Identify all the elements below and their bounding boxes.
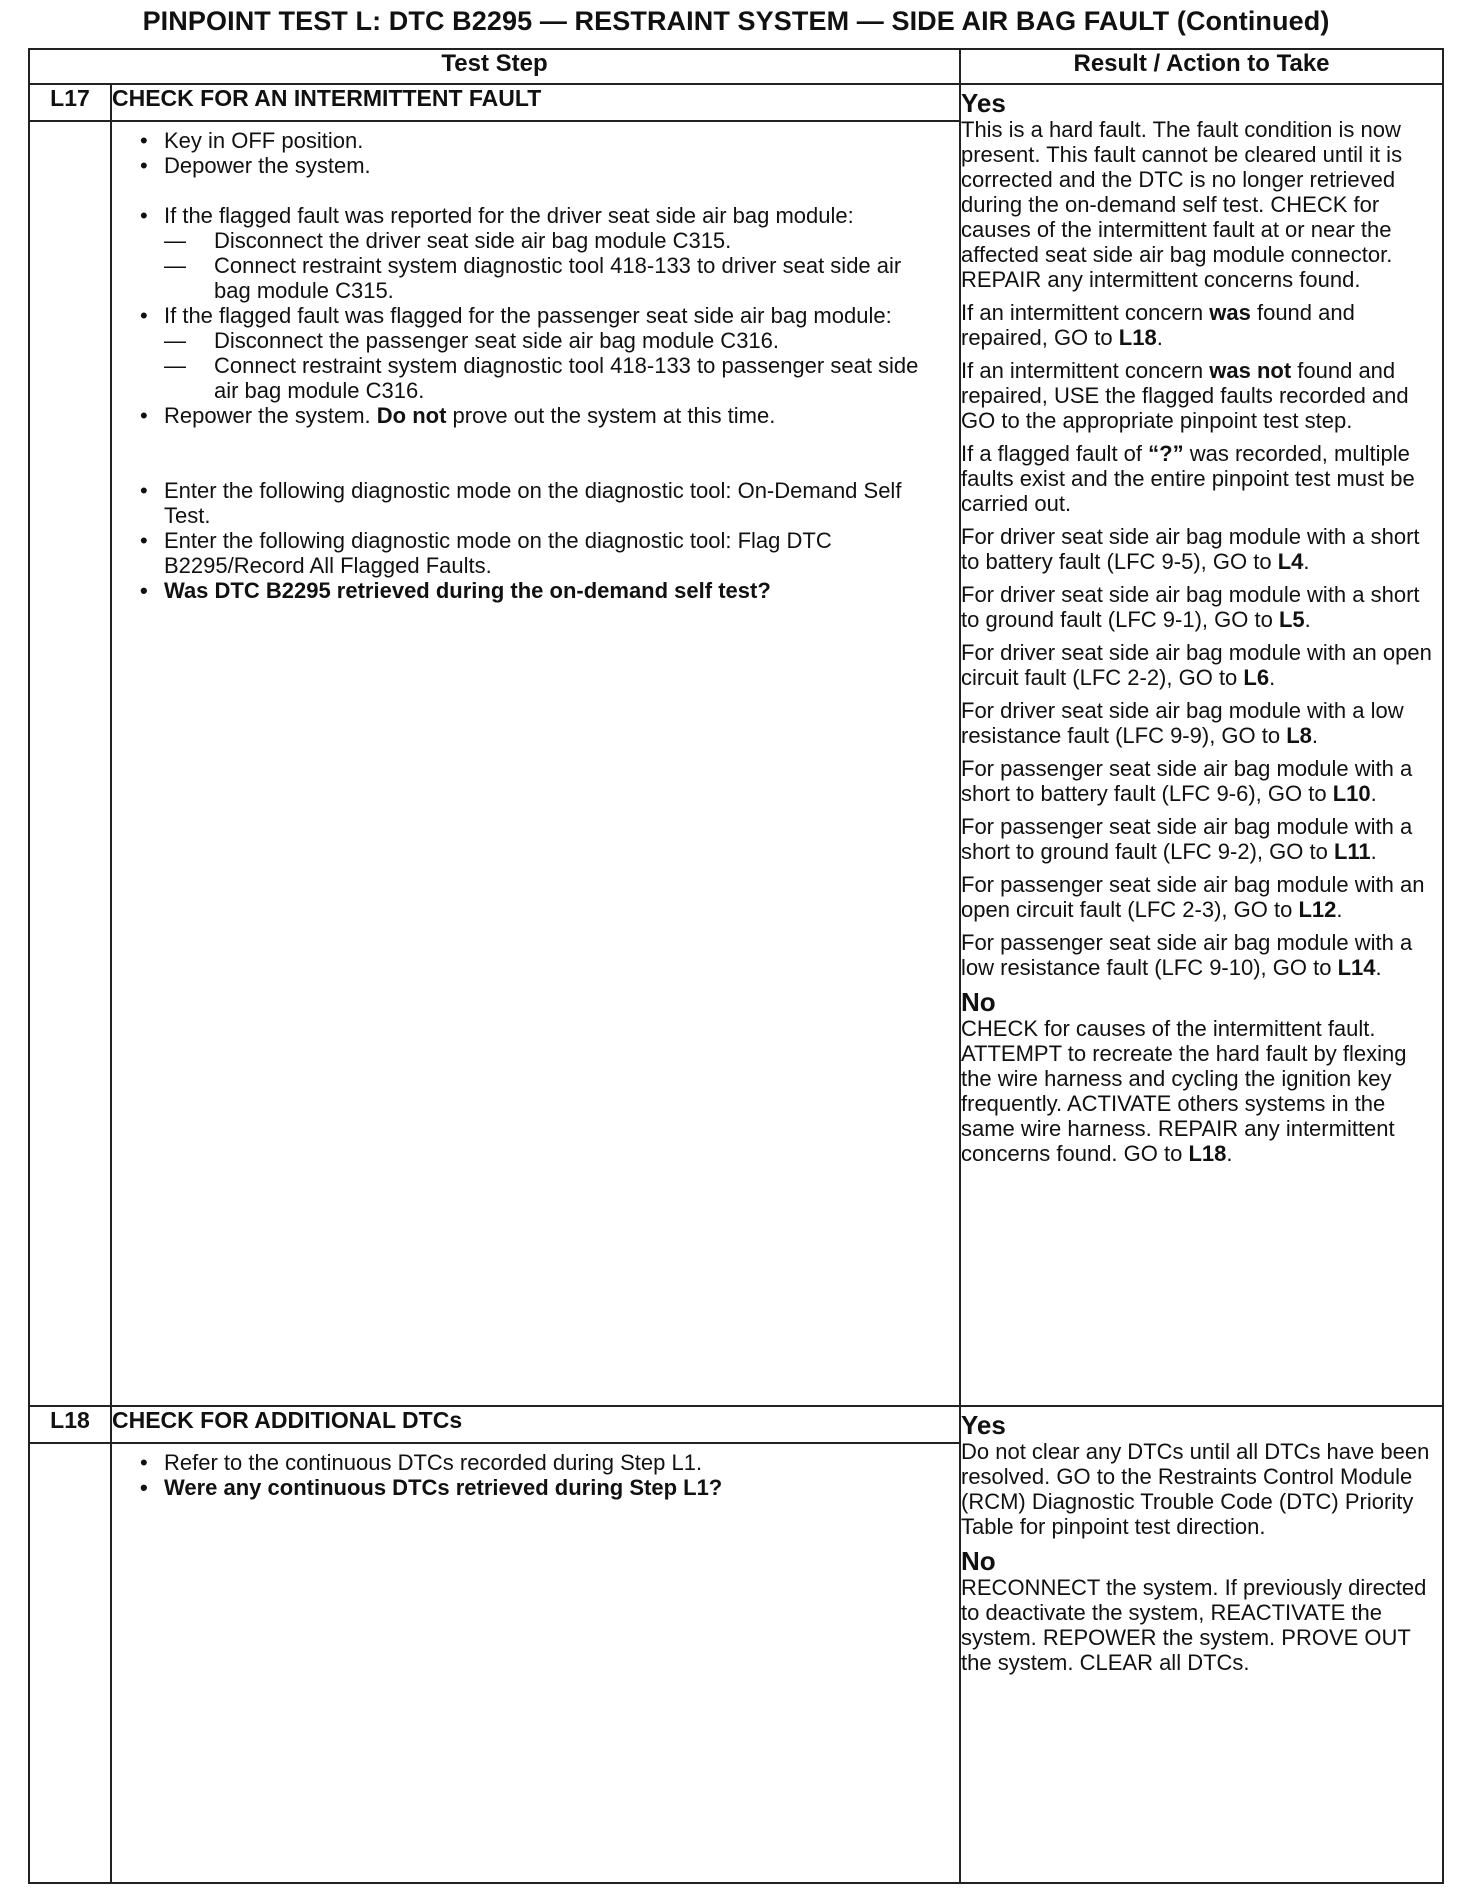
result-text: If a flagged fault of “?” was recorded, multiple faults exist and the entire pinpoint test must be carried out. [961, 441, 1415, 516]
result-cell [960, 1406, 1443, 1883]
step-item: • Enter the following diagnostic mode on the diagnostic tool: Flag DTC B2295/Record All Flagged Faults. [140, 528, 919, 578]
yes-text: This is a hard fault. The fault condition is now present. This fault cannot be cleared until it is corrected and the DTC is no longer retrieved during the on-demand self test. CHECK for causes of the intermittent fault at or near the affected seat side air bag module connector. REPAIR any intermittent concerns found. [961, 117, 1403, 292]
yes-label: Yes [961, 1410, 1006, 1440]
result-cell [960, 84, 1443, 1406]
no-label: No [961, 1546, 996, 1576]
step-item: • If the flagged fault was reported for the driver seat side air bag module: — Disconnect the driver seat side air bag module C315. — Connect restraint system diagnostic tool 418-133 to driver seat side air bag module C315. [140, 203, 919, 303]
step-number: L17 [29, 84, 111, 121]
step-body [111, 1443, 960, 1883]
step-question: • Were any continuous DTCs retrieved during Step L1? [140, 1475, 919, 1500]
header-result: Result / Action to Take [960, 49, 1443, 84]
yes-text: Do not clear any DTCs until all DTCs have been resolved. GO to the Restraints Control Module (RCM) Diagnostic Trouble Code (DTC) Priority Table for pinpoint test direction. [961, 1439, 1430, 1539]
step-item: • Repower the system. Do not prove out the system at this time. [140, 403, 919, 428]
sub-step-item: — Disconnect the passenger seat side air bag module C316. [164, 328, 919, 353]
result-text: For driver seat side air bag module with a low resistance fault (LFC 9-9), GO to L8. [961, 698, 1404, 748]
result-text: For driver seat side air bag module with a short to battery fault (LFC 9-5), GO to L4. [961, 524, 1420, 574]
sub-step-item: — Connect restraint system diagnostic tool 418-133 to driver seat side air bag module C315. [164, 253, 919, 303]
step-item: • Refer to the continuous DTCs recorded during Step L1. [140, 1450, 919, 1475]
step-body [111, 121, 960, 1406]
sub-step-item: — Disconnect the driver seat side air bag module C315. [164, 228, 919, 253]
step-question: • Was DTC B2295 retrieved during the on-demand self test? [140, 578, 919, 603]
pinpoint-test-table [28, 48, 1444, 1884]
step-item: • Enter the following diagnostic mode on the diagnostic tool: On-Demand Self Test. [140, 478, 919, 528]
result-text: If an intermittent concern was found and repaired, GO to L18. [961, 300, 1355, 350]
result-text: For driver seat side air bag module with an open circuit fault (LFC 2-2), GO to L6. [961, 640, 1432, 690]
step-item: • Depower the system. [140, 153, 919, 178]
result-text: For passenger seat side air bag module with a low resistance fault (LFC 9-10), GO to L14. [961, 930, 1413, 980]
result-text: For passenger seat side air bag module with an open circuit fault (LFC 2-3), GO to L12. [961, 872, 1425, 922]
sub-step-item: — Connect restraint system diagnostic tool 418-133 to passenger seat side air bag module C316. [164, 353, 919, 403]
step-number: L18 [29, 1406, 111, 1443]
result-text: For passenger seat side air bag module with a short to ground fault (LFC 9-2), GO to L11. [961, 814, 1413, 864]
result-text: If an intermittent concern was not found and repaired, USE the flagged faults recorded and GO to the appropriate pinpoint test step. [961, 358, 1409, 433]
result-text: For driver seat side air bag module with a short to ground fault (LFC 9-1), GO to L5. [961, 582, 1420, 632]
no-text: CHECK for causes of the intermittent fault. ATTEMPT to recreate the hard fault by flexing the wire harness and cycling the ignition key frequently. ACTIVATE others systems in the same wire harness. REPAIR any intermittent concerns found. GO to L18. [961, 1016, 1407, 1166]
page-title: PINPOINT TEST L: DTC B2295 — RESTRAINT SYSTEM — SIDE AIR BAG FAULT (Continued) [142, 6, 1330, 36]
step-item: • Key in OFF position. [140, 128, 919, 153]
yes-label: Yes [961, 88, 1006, 118]
step-title: CHECK FOR ADDITIONAL DTCs [111, 1406, 960, 1443]
blank-cell [29, 121, 111, 1406]
result-text: For passenger seat side air bag module with a short to battery fault (LFC 9-6), GO to L10. [961, 756, 1413, 806]
header-test-step: Test Step [29, 49, 960, 84]
step-title: CHECK FOR AN INTERMITTENT FAULT [111, 84, 960, 121]
step-item: • If the flagged fault was flagged for the passenger seat side air bag module: — Disconnect the passenger seat side air bag module C316. — Connect restraint system diagnostic tool 418-133 to passenger seat side air bag module C316. [140, 303, 919, 403]
no-label: No [961, 987, 996, 1017]
blank-cell [29, 1443, 111, 1883]
no-text: RECONNECT the system. If previously directed to deactivate the system, REACTIVATE the system. REPOWER the system. PROVE OUT the system. CLEAR all DTCs. [961, 1575, 1427, 1675]
